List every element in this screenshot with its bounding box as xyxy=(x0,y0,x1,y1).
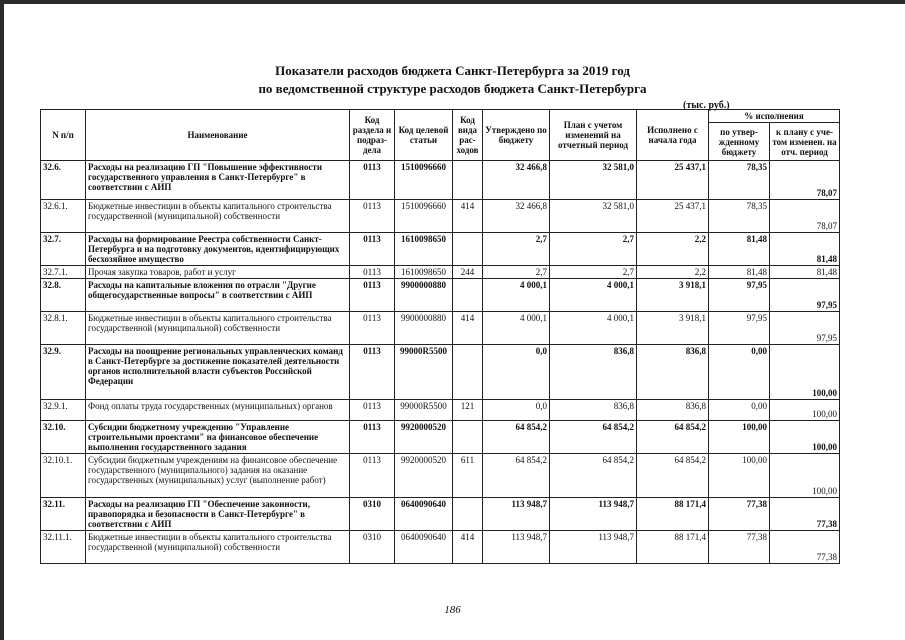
row-plan: 836,8 xyxy=(550,345,637,400)
row-utv: 4 000,1 xyxy=(483,279,550,312)
header-name: Наименование xyxy=(86,110,350,161)
row-pct-plan: 81,48 xyxy=(770,233,840,266)
row-celevaya: 9900000880 xyxy=(395,312,453,345)
row-name: Фонд оплаты труда государственных (муниципальных) органов xyxy=(86,400,350,421)
row-vid xyxy=(453,345,483,400)
row-pct-plan: 97,95 xyxy=(770,312,840,345)
row-celevaya: 99000R5500 xyxy=(395,400,453,421)
table-row xyxy=(41,421,840,454)
row-razdel: 0113 xyxy=(350,454,395,498)
header-razdel: Код раздела и подраз-дела xyxy=(350,110,395,161)
row-isp: 3 918,1 xyxy=(637,312,709,345)
row-utv: 32 466,8 xyxy=(483,161,550,200)
row-number: 32.8.1. xyxy=(41,312,86,345)
table-row xyxy=(41,454,840,498)
row-utv: 64 854,2 xyxy=(483,454,550,498)
row-razdel: 0113 xyxy=(350,233,395,266)
row-name: Бюджетные инвестиции в объекты капитального строительства государственной (муниципальной) собственности xyxy=(86,200,350,233)
row-plan: 64 854,2 xyxy=(550,421,637,454)
row-vid: 244 xyxy=(453,266,483,279)
table-row xyxy=(41,345,840,400)
table-row xyxy=(41,312,840,345)
row-plan: 2,7 xyxy=(550,233,637,266)
row-celevaya: 1510096660 xyxy=(395,161,453,200)
row-celevaya: 1610098650 xyxy=(395,233,453,266)
row-pct-utv: 81,48 xyxy=(709,266,770,279)
document-subtitle: по ведомственной структуре расходов бюджета Санкт-Петербурга xyxy=(258,81,647,96)
row-number: 32.6. xyxy=(41,161,86,200)
row-number: 32.9.1. xyxy=(41,400,86,421)
row-pct-plan: 77,38 xyxy=(770,531,840,564)
page-number: 186 xyxy=(444,604,461,616)
row-utv: 113 948,7 xyxy=(483,498,550,531)
row-razdel: 0113 xyxy=(350,200,395,233)
row-plan: 836,8 xyxy=(550,400,637,421)
row-plan: 113 948,7 xyxy=(550,531,637,564)
row-plan: 4 000,1 xyxy=(550,279,637,312)
row-name: Расходы на реализацию ГП "Обеспечение законности, правопорядка и безопасности в Санкт-Петербурге" в соответствии с АИП xyxy=(86,498,350,531)
header-pct-plan: к плану с уче-том изменен. на отч. период xyxy=(770,123,840,161)
row-isp: 2,2 xyxy=(637,266,709,279)
row-pct-utv: 100,00 xyxy=(709,454,770,498)
row-isp: 25 437,1 xyxy=(637,200,709,233)
header-isp: Исполнено с начала года xyxy=(637,110,709,161)
row-isp: 88 171,4 xyxy=(637,498,709,531)
row-plan: 2,7 xyxy=(550,266,637,279)
row-number: 32.9. xyxy=(41,345,86,400)
row-razdel: 0113 xyxy=(350,266,395,279)
row-name: Расходы на реализацию ГП "Повышение эффективности государственного управления в Санкт-Петербурге" в соответствии с АИП xyxy=(86,161,350,200)
row-plan: 4 000,1 xyxy=(550,312,637,345)
row-pct-utv: 0,00 xyxy=(709,400,770,421)
row-pct-utv: 77,38 xyxy=(709,531,770,564)
row-number: 32.10. xyxy=(41,421,86,454)
row-celevaya: 1610098650 xyxy=(395,266,453,279)
row-pct-plan: 78,07 xyxy=(770,161,840,200)
row-razdel: 0113 xyxy=(350,161,395,200)
row-razdel: 0310 xyxy=(350,498,395,531)
table-row xyxy=(41,279,840,312)
header-utv: Утверждено по бюджету xyxy=(483,110,550,161)
row-utv: 2,7 xyxy=(483,233,550,266)
row-utv: 0,0 xyxy=(483,345,550,400)
row-vid: 414 xyxy=(453,200,483,233)
row-name: Бюджетные инвестиции в объекты капитального строительства государственной (муниципальной) собственности xyxy=(86,531,350,564)
row-celevaya: 9900000880 xyxy=(395,279,453,312)
scan-edge-top xyxy=(0,0,905,4)
row-number: 32.10.1. xyxy=(41,454,86,498)
row-pct-utv: 81,48 xyxy=(709,233,770,266)
budget-table xyxy=(40,109,840,564)
table-row xyxy=(41,531,840,564)
row-razdel: 0113 xyxy=(350,421,395,454)
row-isp: 88 171,4 xyxy=(637,531,709,564)
row-plan: 32 581,0 xyxy=(550,200,637,233)
row-plan: 64 854,2 xyxy=(550,454,637,498)
row-celevaya: 0640090640 xyxy=(395,498,453,531)
table-row xyxy=(41,400,840,421)
row-name: Субсидии бюджетным учреждениям на финансовое обеспечение государственного (муниципального) задания на оказание государственных (муниципальных) услуг (выполнение работ) xyxy=(86,454,350,498)
row-pct-plan: 100,00 xyxy=(770,421,840,454)
row-pct-plan: 81,48 xyxy=(770,266,840,279)
row-pct-plan: 100,00 xyxy=(770,400,840,421)
row-utv: 64 854,2 xyxy=(483,421,550,454)
row-vid xyxy=(453,161,483,200)
row-pct-plan: 100,00 xyxy=(770,345,840,400)
row-number: 32.8. xyxy=(41,279,86,312)
units-label: (тыс. руб.) xyxy=(683,100,730,111)
table-row xyxy=(41,498,840,531)
row-pct-utv: 100,00 xyxy=(709,421,770,454)
row-pct-plan: 78,07 xyxy=(770,200,840,233)
row-isp: 836,8 xyxy=(637,345,709,400)
row-pct-plan: 77,38 xyxy=(770,498,840,531)
row-pct-plan: 100,00 xyxy=(770,454,840,498)
row-name: Расходы на формирование Реестра собственности Санкт-Петербурга и на подготовку документов, идентифицирующих бесхозяйное имущество xyxy=(86,233,350,266)
row-name: Прочая закупка товаров, работ и услуг xyxy=(86,266,350,279)
row-pct-plan: 97,95 xyxy=(770,279,840,312)
row-pct-utv: 77,38 xyxy=(709,498,770,531)
row-celevaya: 0640090640 xyxy=(395,531,453,564)
table-row xyxy=(41,233,840,266)
row-name: Субсидии бюджетному учреждению "Управление строительными проектами" на финансовое обеспечение выполнения государственного задания xyxy=(86,421,350,454)
row-vid: 121 xyxy=(453,400,483,421)
header-celevaya: Код целевой статьи xyxy=(395,110,453,161)
row-name: Расходы на капитальные вложения по отрасли "Другие общегосударственные вопросы" в соответствии с АИП xyxy=(86,279,350,312)
row-vid: 611 xyxy=(453,454,483,498)
row-name: Расходы на поощрение региональных управленческих команд в Санкт-Петербурге за достижение показателей деятельности органов исполнительной власти субъектов Российской Федерации xyxy=(86,345,350,400)
row-pct-utv: 0,00 xyxy=(709,345,770,400)
row-isp: 836,8 xyxy=(637,400,709,421)
row-celevaya: 1510096660 xyxy=(395,200,453,233)
row-number: 32.7.1. xyxy=(41,266,86,279)
row-utv: 32 466,8 xyxy=(483,200,550,233)
row-vid xyxy=(453,279,483,312)
row-celevaya: 9920000520 xyxy=(395,421,453,454)
row-pct-utv: 78,35 xyxy=(709,200,770,233)
row-isp: 64 854,2 xyxy=(637,421,709,454)
header-plan: План с учетом изменений на отчетный период xyxy=(550,110,637,161)
table-row xyxy=(41,266,840,279)
row-razdel: 0113 xyxy=(350,345,395,400)
row-vid: 414 xyxy=(453,312,483,345)
row-razdel: 0113 xyxy=(350,279,395,312)
row-pct-utv: 97,95 xyxy=(709,279,770,312)
row-number: 32.11.1. xyxy=(41,531,86,564)
row-number: 32.7. xyxy=(41,233,86,266)
row-isp: 2,2 xyxy=(637,233,709,266)
row-name: Бюджетные инвестиции в объекты капитального строительства государственной (муниципальной) собственности xyxy=(86,312,350,345)
row-razdel: 0310 xyxy=(350,531,395,564)
row-isp: 64 854,2 xyxy=(637,454,709,498)
row-vid xyxy=(453,233,483,266)
table-row xyxy=(41,200,840,233)
row-vid xyxy=(453,498,483,531)
header-vid: Код вида рас-ходов xyxy=(453,110,483,161)
row-pct-utv: 97,95 xyxy=(709,312,770,345)
row-utv: 4 000,1 xyxy=(483,312,550,345)
row-pct-utv: 78,35 xyxy=(709,161,770,200)
document-title: Показатели расходов бюджета Санкт-Петербурга за 2019 год xyxy=(275,63,630,78)
row-celevaya: 9920000520 xyxy=(395,454,453,498)
header-pct-utv: по утвер-жденному бюджету xyxy=(709,123,770,161)
row-razdel: 0113 xyxy=(350,312,395,345)
row-plan: 32 581,0 xyxy=(550,161,637,200)
row-number: 32.11. xyxy=(41,498,86,531)
row-utv: 113 948,7 xyxy=(483,531,550,564)
row-vid: 414 xyxy=(453,531,483,564)
row-plan: 113 948,7 xyxy=(550,498,637,531)
header-pct: % исполнения xyxy=(709,110,840,123)
row-utv: 2,7 xyxy=(483,266,550,279)
table-row xyxy=(41,161,840,200)
row-vid xyxy=(453,421,483,454)
row-isp: 25 437,1 xyxy=(637,161,709,200)
row-celevaya: 99000R5500 xyxy=(395,345,453,400)
header-n: N п/п xyxy=(41,110,86,161)
row-isp: 3 918,1 xyxy=(637,279,709,312)
row-razdel: 0113 xyxy=(350,400,395,421)
row-number: 32.6.1. xyxy=(41,200,86,233)
row-utv: 0,0 xyxy=(483,400,550,421)
